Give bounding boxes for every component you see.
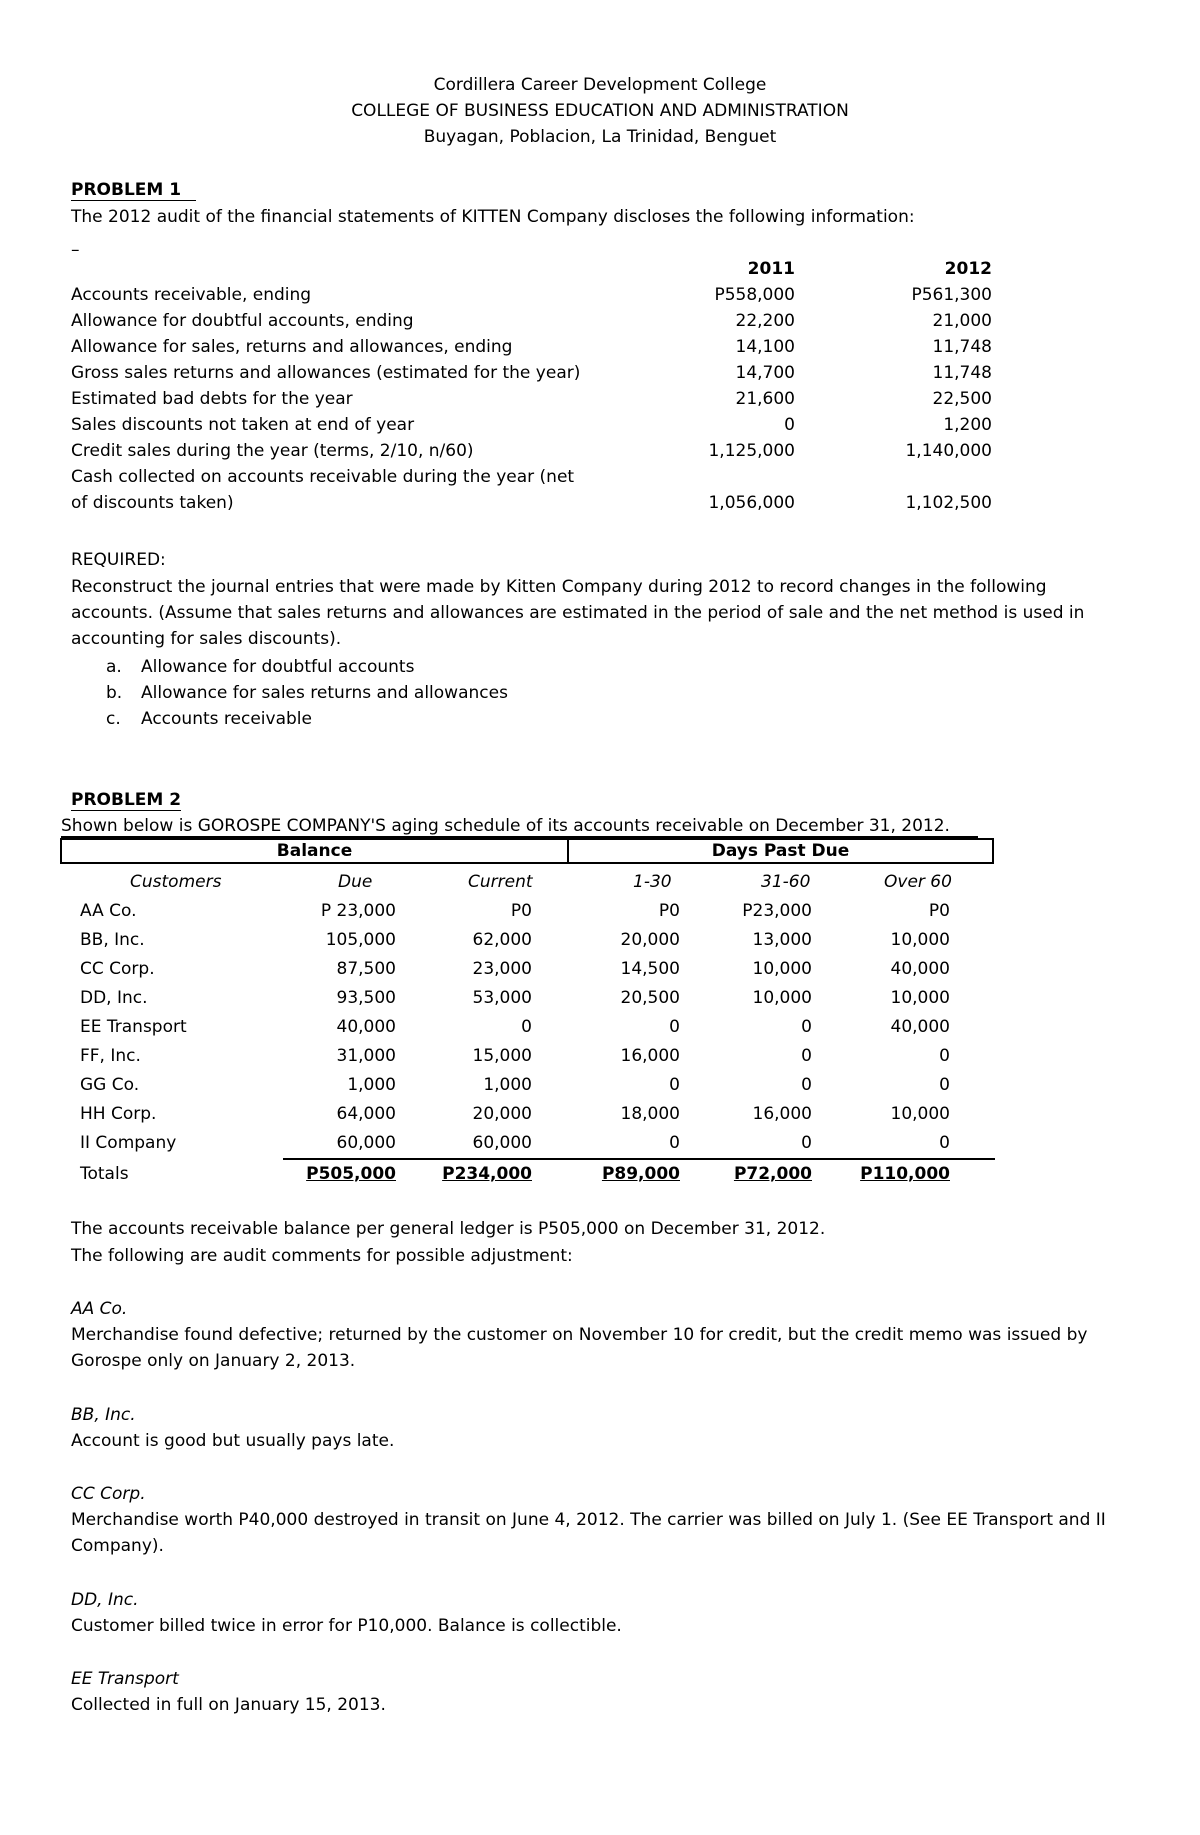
total-31-60: P72,000 (733, 1164, 812, 1184)
cell-31-60: 0 (801, 1046, 812, 1066)
required-item-marker: a. (106, 657, 122, 677)
table-row (0, 926, 1200, 955)
value-2012: 11,748 (932, 337, 992, 357)
problem1-row (0, 440, 1200, 462)
cell-over-60: 10,000 (890, 988, 950, 1008)
comment-text: Customer billed twice in error for P10,000. Balance is collectible. (71, 1616, 622, 1636)
problem1-year-header (0, 258, 1200, 280)
comment-customer-name: CC Corp. (71, 1484, 146, 1504)
row-label: Accounts receivable, ending (71, 285, 312, 305)
days-past-due-label: Days Past Due (711, 841, 850, 861)
cell-due: 40,000 (336, 1017, 396, 1037)
row-label: Allowance for sales, returns and allowances, ending (71, 337, 513, 357)
problem1-row (0, 492, 1200, 514)
problem1-row (0, 388, 1200, 410)
table-row (0, 1071, 1200, 1100)
table-row (0, 955, 1200, 984)
row-label: Cash collected on accounts receivable during the year (net (71, 467, 575, 487)
value-2012: 1,140,000 (905, 441, 992, 461)
value-2011: 22,200 (735, 311, 795, 331)
required-text: Reconstruct the journal entries that were made by Kitten Company during 2012 to record changes in the following accounts. (Assume that sales returns and allowances are estimated in the period of sale and the net method is used in accounting for sales discounts). (71, 577, 1085, 649)
cell-31-60: P23,000 (742, 901, 812, 921)
value-2011: 14,700 (735, 363, 795, 383)
cell-31-60: 0 (801, 1017, 812, 1037)
customer-name: DD, Inc. (80, 988, 148, 1008)
cell-over-60: 40,000 (890, 1017, 950, 1037)
cell-over-60: 0 (939, 1075, 950, 1095)
required-item-marker: b. (106, 683, 123, 703)
value-2012: 11,748 (932, 363, 992, 383)
total-1-30: P89,000 (601, 1164, 680, 1184)
cell-1-30: 20,500 (620, 988, 680, 1008)
value-2012: 1,200 (943, 415, 992, 435)
row-label: Credit sales during the year (terms, 2/10, n/60) (71, 441, 474, 461)
total-current: P234,000 (442, 1164, 532, 1184)
comments-intro: The following are audit comments for possible adjustment: (71, 1246, 573, 1266)
cell-1-30: 20,000 (620, 930, 680, 950)
table-row (0, 1042, 1200, 1071)
totals-row (0, 1160, 1200, 1189)
row-label: Estimated bad debts for the year (71, 389, 353, 409)
cell-over-60: P0 (928, 901, 950, 921)
value-2011: 1,125,000 (708, 441, 795, 461)
comment-text: Collected in full on January 15, 2013. (71, 1695, 386, 1715)
table-row (0, 1129, 1200, 1158)
cell-current: 60,000 (472, 1133, 532, 1153)
required-item-text: Allowance for sales returns and allowances (141, 683, 508, 703)
problem1-row (0, 414, 1200, 436)
comment-customer-name: DD, Inc. (71, 1590, 139, 1610)
cell-due: 64,000 (336, 1104, 396, 1124)
year-2012-header: 2012 (944, 259, 992, 279)
cell-due: 31,000 (336, 1046, 396, 1066)
cell-31-60: 0 (801, 1133, 812, 1153)
value-2012: 22,500 (932, 389, 992, 409)
table-row (0, 1100, 1200, 1129)
value-2012: 21,000 (932, 311, 992, 331)
cell-current: 62,000 (472, 930, 532, 950)
cell-current: 15,000 (472, 1046, 532, 1066)
cell-due: 93,500 (336, 988, 396, 1008)
customer-name: II Company (80, 1133, 177, 1153)
row-label: Gross sales returns and allowances (estimated for the year) (71, 363, 581, 383)
row-label: of discounts taken) (71, 493, 234, 513)
total-over-60: P110,000 (860, 1164, 950, 1184)
cell-current: 1,000 (483, 1075, 532, 1095)
cell-due: 60,000 (336, 1133, 396, 1153)
comment-customer-name: EE Transport (71, 1669, 179, 1689)
comment-text: Merchandise worth P40,000 destroyed in transit on June 4, 2012. The carrier was billed on July 1. (See EE Transport and II Company). (71, 1510, 1106, 1556)
comment-customer-name: BB, Inc. (71, 1405, 136, 1425)
problem1-dash: – (71, 240, 80, 260)
school-name: Cordillera Career Development College (433, 75, 767, 95)
cell-current: 0 (521, 1017, 532, 1037)
col-header-31-60: 31-60 (761, 872, 811, 892)
value-2011: P558,000 (714, 285, 795, 305)
cell-current: P0 (510, 901, 532, 921)
table-row (0, 1013, 1200, 1042)
required-item-marker: c. (106, 709, 121, 729)
cell-current: 23,000 (472, 959, 532, 979)
col-header-customers: Customers (130, 872, 222, 892)
customer-name: FF, Inc. (80, 1046, 141, 1066)
year-2011-header: 2011 (747, 259, 795, 279)
required-item-text: Accounts receivable (141, 709, 312, 729)
cell-due: P 23,000 (320, 901, 396, 921)
value-2011: 14,100 (735, 337, 795, 357)
col-header-current: Current (468, 872, 533, 892)
problem1-row (0, 466, 1200, 488)
value-2011: 0 (784, 415, 795, 435)
cell-over-60: 10,000 (890, 1104, 950, 1124)
value-2012: P561,300 (911, 285, 992, 305)
comment-customer-name: AA Co. (71, 1299, 128, 1319)
cell-1-30: 0 (669, 1133, 680, 1153)
problem2-title: PROBLEM 2 (71, 790, 182, 810)
cell-1-30: 14,500 (620, 959, 680, 979)
col-header-due: Due (338, 872, 373, 892)
problem1-intro: The 2012 audit of the financial statements of KITTEN Company discloses the following information: (71, 207, 915, 227)
table-row (0, 984, 1200, 1013)
college-name: COLLEGE OF BUSINESS EDUCATION AND ADMINISTRATION (351, 101, 849, 121)
row-label: Sales discounts not taken at end of year (71, 415, 415, 435)
cell-over-60: 40,000 (890, 959, 950, 979)
comment-text: Merchandise found defective; returned by the customer on November 10 for credit, but the credit memo was issued by Gorospe only on January 2, 2013. (71, 1325, 1088, 1371)
cell-due: 87,500 (336, 959, 396, 979)
comment-text: Account is good but usually pays late. (71, 1431, 395, 1451)
cell-due: 1,000 (347, 1075, 396, 1095)
balance-band-label: Balance (276, 841, 353, 861)
customer-name: HH Corp. (80, 1104, 157, 1124)
cell-1-30: 0 (669, 1075, 680, 1095)
cell-over-60: 0 (939, 1133, 950, 1153)
value-2012: 1,102,500 (905, 493, 992, 513)
problem1-row (0, 336, 1200, 358)
col-header-over-60: Over 60 (884, 872, 952, 892)
value-2011: 21,600 (735, 389, 795, 409)
cell-1-30: P0 (658, 901, 680, 921)
cell-1-30: 0 (669, 1017, 680, 1037)
row-label: Allowance for doubtful accounts, ending (71, 311, 414, 331)
cell-31-60: 10,000 (752, 988, 812, 1008)
table-row (0, 897, 1200, 926)
col-header-1-30: 1-30 (633, 872, 672, 892)
cell-over-60: 0 (939, 1046, 950, 1066)
ledger-note: The accounts receivable balance per general ledger is P505,000 on December 31, 2012. (71, 1219, 826, 1239)
cell-1-30: 16,000 (620, 1046, 680, 1066)
cell-31-60: 10,000 (752, 959, 812, 979)
problem2-intro: Shown below is GOROSPE COMPANY'S aging schedule of its accounts receivable on December 31, 2012. (61, 816, 978, 838)
customer-name: AA Co. (80, 901, 137, 921)
customer-name: GG Co. (80, 1075, 140, 1095)
cell-31-60: 0 (801, 1075, 812, 1095)
required-label: REQUIRED: (71, 550, 166, 570)
value-2011: 1,056,000 (708, 493, 795, 513)
customer-name: BB, Inc. (80, 930, 145, 950)
customer-name: CC Corp. (80, 959, 155, 979)
problem1-row (0, 284, 1200, 306)
total-due: P505,000 (306, 1164, 396, 1184)
customer-name: EE Transport (80, 1017, 187, 1037)
totals-label: Totals (80, 1164, 129, 1184)
cell-current: 53,000 (472, 988, 532, 1008)
table-header-row (0, 868, 1200, 897)
cell-current: 20,000 (472, 1104, 532, 1124)
cell-31-60: 13,000 (752, 930, 812, 950)
cell-over-60: 10,000 (890, 930, 950, 950)
cell-1-30: 18,000 (620, 1104, 680, 1124)
problem1-row (0, 362, 1200, 384)
cell-due: 105,000 (325, 930, 396, 950)
required-item-text: Allowance for doubtful accounts (141, 657, 415, 677)
problem1-row (0, 310, 1200, 332)
cell-31-60: 16,000 (752, 1104, 812, 1124)
problem1-title: PROBLEM 1 (71, 180, 196, 201)
school-address: Buyagan, Poblacion, La Trinidad, Benguet (423, 127, 777, 147)
